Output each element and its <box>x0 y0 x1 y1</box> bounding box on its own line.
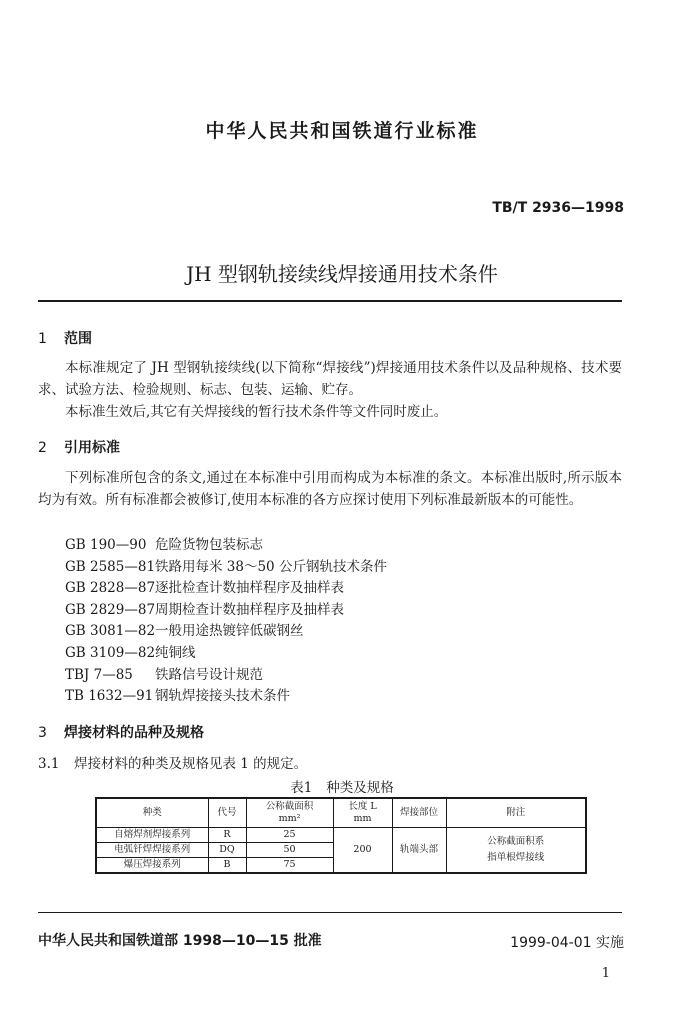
header-length <box>333 798 392 828</box>
note-line-1: 公称截面积系 <box>487 836 545 847</box>
reference-title: 危险货物包装标志 <box>155 537 263 553</box>
header-length-label: 长度 L <box>348 801 377 812</box>
reference-title: 一般用途热镀锌低碳钢丝 <box>155 623 304 640</box>
reference-item <box>65 643 387 665</box>
reference-item <box>65 600 387 622</box>
reference-item <box>65 557 387 579</box>
section-number: 2 <box>38 440 47 456</box>
subsection-3-1 <box>38 752 307 772</box>
approval-date: 1998—10—15 <box>182 933 289 949</box>
section-number: 1 <box>38 331 47 347</box>
implementation-line <box>510 932 624 952</box>
reference-code: GB 3109—82 <box>65 644 156 661</box>
spec-table <box>95 797 587 874</box>
reference-title: 铁路用每米 38～50 公斤钢轨技术条件 <box>155 558 387 575</box>
reference-list <box>65 535 387 708</box>
header-area-label: 公称截面积 <box>265 801 314 812</box>
section-2-heading <box>38 437 120 457</box>
reference-title: 纯铜线 <box>155 644 196 661</box>
reference-code: GB 2828—87 <box>65 580 156 597</box>
header-area <box>246 798 333 828</box>
department-name: 中华人民共和国铁道部 <box>38 933 178 949</box>
reference-item <box>65 686 387 708</box>
table-caption <box>0 776 684 796</box>
footer-rule <box>38 912 622 913</box>
reference-item <box>65 578 387 600</box>
section-title: 焊接材料的品种及规格 <box>64 725 204 741</box>
approval-line <box>38 930 322 950</box>
header-type: 种类 <box>96 798 208 828</box>
section-number: 3 <box>38 725 47 741</box>
table-row <box>96 828 586 843</box>
header-code: 代号 <box>208 798 246 828</box>
cell-type: 爆压焊接系列 <box>96 858 208 874</box>
reference-title: 周期检查计数抽样程序及抽样表 <box>155 601 344 618</box>
implementation-label: 实施 <box>596 935 624 951</box>
header-length-unit: mm <box>353 813 372 824</box>
header-note: 附注 <box>446 798 586 828</box>
section-1-paragraph-1: 本标准规定了 JH 型钢轨接续线(以下简称“焊接线”)焊接通用技术条件以及品种规格、技术要求、试验方法、检验规则、标志、包装、运输、贮存。 <box>38 360 622 398</box>
header-location: 焊接部位 <box>392 798 446 828</box>
reference-item <box>65 665 387 687</box>
reference-code: TB 1632—91 <box>65 688 154 705</box>
cell-length: 200 <box>333 828 392 874</box>
title-rule <box>38 300 622 302</box>
table-header-row <box>96 798 586 828</box>
implementation-date: 1999-04-01 <box>510 935 592 951</box>
section-2-paragraph-1: 下列标准所包含的条文,通过在本标准中引用而构成为本标准的条文。本标准出版时,所示版本均为有效。所有标准都会被修订,使用本标准的各方应探讨使用下列标准最新版本的可能性。 <box>38 470 622 508</box>
section-title: 范围 <box>64 331 92 347</box>
cell-type: 自熔焊剂焊接系列 <box>96 828 208 843</box>
cell-note <box>446 828 586 874</box>
cell-area: 75 <box>246 858 333 874</box>
section-title: 引用标准 <box>64 440 120 456</box>
header-area-unit: mm² <box>278 813 301 824</box>
reference-title: 铁路信号设计规范 <box>155 666 263 683</box>
reference-code: GB 2829—87 <box>65 601 156 618</box>
reference-item <box>65 621 387 643</box>
cell-code: R <box>208 828 246 843</box>
subsection-number: 3.1 <box>38 756 60 772</box>
reference-code: GB 2585—81 <box>65 558 156 575</box>
reference-code: TBJ 7—85 <box>65 666 133 683</box>
standard-number: TB/T 2936—1998 <box>492 200 624 216</box>
cell-area: 50 <box>246 843 333 858</box>
industry-standard-heading: 中华人民共和国铁道行业标准 <box>205 120 479 142</box>
section-1-paragraph-2: 本标准生效后,其它有关焊接线的暂行技术条件等文件同时废止。 <box>65 404 448 420</box>
cell-type: 电弧钎焊焊接系列 <box>96 843 208 858</box>
reference-item <box>65 535 387 557</box>
document-title: JH 型钢轨接续线焊接通用技术条件 <box>186 262 498 286</box>
subsection-text: 焊接材料的种类及规格见表 1 的规定。 <box>74 756 308 772</box>
reference-title: 钢轨焊接接头技术条件 <box>155 688 290 705</box>
table-caption-title: 种类及规格 <box>326 780 394 796</box>
reference-code: GB 3081—82 <box>65 623 156 640</box>
approval-label: 批准 <box>293 933 322 949</box>
table-caption-number: 表1 <box>290 780 313 796</box>
note-line-2: 指单根焊接线 <box>487 852 545 863</box>
cell-code: DQ <box>208 843 246 858</box>
cell-area: 25 <box>246 828 333 843</box>
cell-location: 轨端头部 <box>392 828 446 874</box>
section-1-heading <box>38 328 92 348</box>
reference-code: GB 190—90 <box>65 537 147 553</box>
page-number: 1 <box>601 966 610 981</box>
section-3-heading <box>38 722 204 742</box>
cell-code: B <box>208 858 246 874</box>
reference-title: 逐批检查计数抽样程序及抽样表 <box>155 580 344 597</box>
